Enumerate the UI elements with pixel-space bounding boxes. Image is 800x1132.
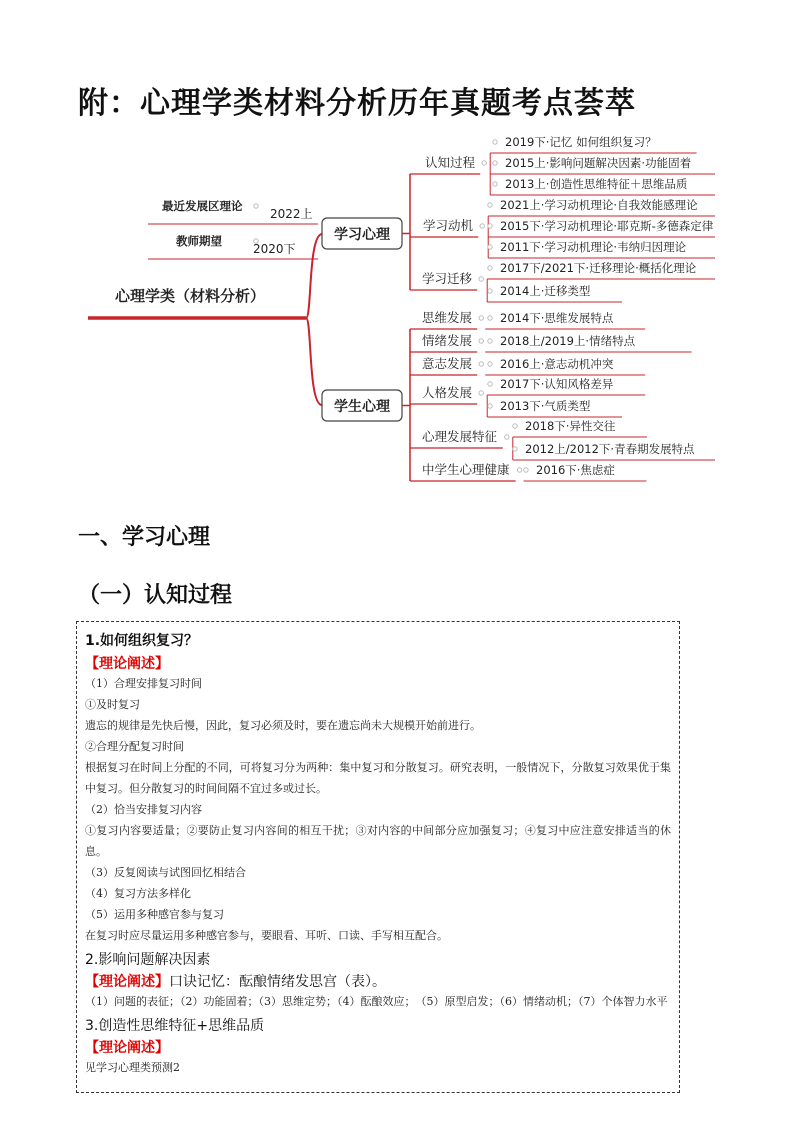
connector-dot	[479, 316, 483, 320]
connector-dot	[488, 339, 492, 343]
text-line: （4）复习方法多样化	[85, 887, 191, 900]
mnemonic-text: 口诀记忆：酝酿情绪发思宫（表）。	[169, 974, 386, 990]
leaf-item-label: 2014上·迁移类型	[500, 284, 591, 298]
connector-dot	[488, 224, 492, 228]
text-line: ①及时复习	[85, 698, 140, 711]
connector-dot	[513, 447, 517, 451]
text-paragraph: ①复习内容要适量；②要防止复习内容间的相互干扰；③对内容的中间部分应加强复习；④复习中应注意安排适当的休息。	[85, 824, 671, 858]
side-topic-year: 2022上	[270, 207, 313, 221]
child-topic-label: 学习迁移	[422, 271, 473, 286]
leaf-item-label: 2016上·意志动机冲突	[500, 357, 614, 371]
connector-dot	[488, 382, 492, 386]
child-topic-label: 思维发展	[422, 310, 473, 325]
leaf-item-label: 2013下·气质类型	[500, 399, 591, 413]
child-topic-label: 人格发展	[422, 385, 473, 400]
child-topic-label: 情绪发展	[422, 333, 473, 348]
question-2-theory-line	[85, 971, 671, 991]
leaf-item-label: 2016下·焦虑症	[536, 463, 615, 477]
text-line: （1）合理安排复习时间	[85, 677, 202, 690]
connector-dot	[488, 289, 492, 293]
connector-dot	[482, 161, 486, 165]
connector-dot	[505, 435, 509, 439]
connector-dot	[479, 391, 483, 395]
leaf-item-label: 2011下·学习动机理论·韦纳归因理论	[500, 240, 687, 254]
leaf-item-label: 2013上·创造性思维特征＋思维品质	[505, 177, 688, 191]
subsection-heading: （一）认知过程	[78, 583, 233, 608]
connector-dot	[479, 339, 483, 343]
leaf-item-label: 2015上·影响问题解决因素·功能固着	[505, 156, 692, 170]
theory-tag: 【理论阐述】	[85, 656, 169, 672]
leaf-item-label: 2015下·学习动机理论·耶克斯-多德森定律	[500, 219, 714, 233]
child-topic-label: 学习动机	[423, 218, 474, 233]
connector-dot	[493, 182, 497, 186]
side-topic-label: 教师期望	[176, 234, 222, 248]
child-topic-label: 意志发展	[422, 356, 473, 371]
section-heading: 一、学习心理	[78, 525, 211, 550]
root-connector	[306, 234, 322, 318]
connector-dot	[493, 161, 497, 165]
text-line: （5）运用多种感官参与复习	[85, 908, 224, 921]
leaf-item-label: 2021上·学习动机理论·自我效能感理论	[500, 198, 698, 212]
text-paragraph: 根据复习在时间上分配的不同，可将复习分为两种：集中复习和分散复习。研究表明，一般情况下，分散复习效果优于集中复习。但分散复习的时间间隔不宜过多或过长。	[85, 761, 671, 795]
leaf-item-label: 2017下/2021下·迁移理论·概括化理论	[500, 261, 697, 275]
branch-label: 学习心理	[334, 227, 390, 243]
connector-dot	[488, 316, 492, 320]
leaf-item-label: 2017下·认知风格差异	[500, 377, 614, 391]
connector-dot	[488, 362, 492, 366]
text-line: 在复习时应尽量运用多种感官参与，要眼看、耳听、口读、手写相互配合。	[85, 929, 448, 942]
root-connector	[306, 318, 322, 405]
connector-dot	[517, 468, 521, 472]
child-topic-label: 中学生心理健康	[422, 462, 510, 477]
connector-dot	[513, 424, 517, 428]
text-line: （2）恰当安排复习内容	[85, 803, 202, 816]
leaf-item-label: 2012上/2012下·青春期发展特点	[525, 442, 695, 456]
connector-dot	[488, 203, 492, 207]
leaf-item-label: 2014下·思维发展特点	[500, 311, 614, 325]
text-paragraph: （1）问题的表征；（2）功能固着；（3）思维定势；（4）酝酿效应； （5）原型启发；（6）情绪动机；（7）个体智力水平	[85, 995, 668, 1008]
leaf-item-label: 2018下·异性交往	[525, 419, 616, 433]
branch-label: 学生心理	[334, 399, 390, 415]
connector-dot	[493, 140, 497, 144]
connector-dot	[488, 404, 492, 408]
child-topic-label: 心理发展特征	[422, 429, 498, 444]
text-line: ②合理分配复习时间	[85, 740, 184, 753]
question-1-title: 1.如何组织复习？	[85, 633, 199, 649]
side-topic-label: 最近发展区理论	[162, 199, 243, 213]
mind-map	[0, 0, 800, 520]
content-box	[76, 621, 680, 1093]
connector-dot	[488, 266, 492, 270]
child-topic-label: 认知过程	[425, 155, 476, 170]
connector-dot	[524, 468, 528, 472]
theory-tag: 【理论阐述】	[85, 974, 169, 990]
text-line: 见学习心理类预测2	[85, 1061, 180, 1074]
connector-dot	[479, 362, 483, 366]
connector-dot	[480, 224, 484, 228]
connector-dot	[254, 204, 258, 208]
root-topic-label: 心理学类（材料分析）	[114, 287, 266, 305]
theory-tag: 【理论阐述】	[85, 1040, 169, 1056]
connector-dot	[488, 245, 492, 249]
side-topic-year: 2020下	[253, 242, 296, 256]
text-line: 遗忘的规律是先快后慢，因此，复习必须及时，要在遗忘尚未大规模开始前进行。	[85, 719, 481, 732]
text-line: （3）反复阅读与试图回忆相结合	[85, 866, 246, 879]
connector-dot	[479, 277, 483, 281]
question-3-title: 3.创造性思维特征+思维品质	[85, 1018, 265, 1034]
leaf-item-label: 2018上/2019上·情绪特点	[500, 334, 636, 348]
page-title: 附：心理学类材料分析历年真题考点荟萃	[78, 86, 636, 121]
leaf-item-label: 2019下·记忆 如何组织复习？	[505, 135, 657, 149]
question-2-title: 2.影响问题解决因素	[85, 952, 211, 968]
